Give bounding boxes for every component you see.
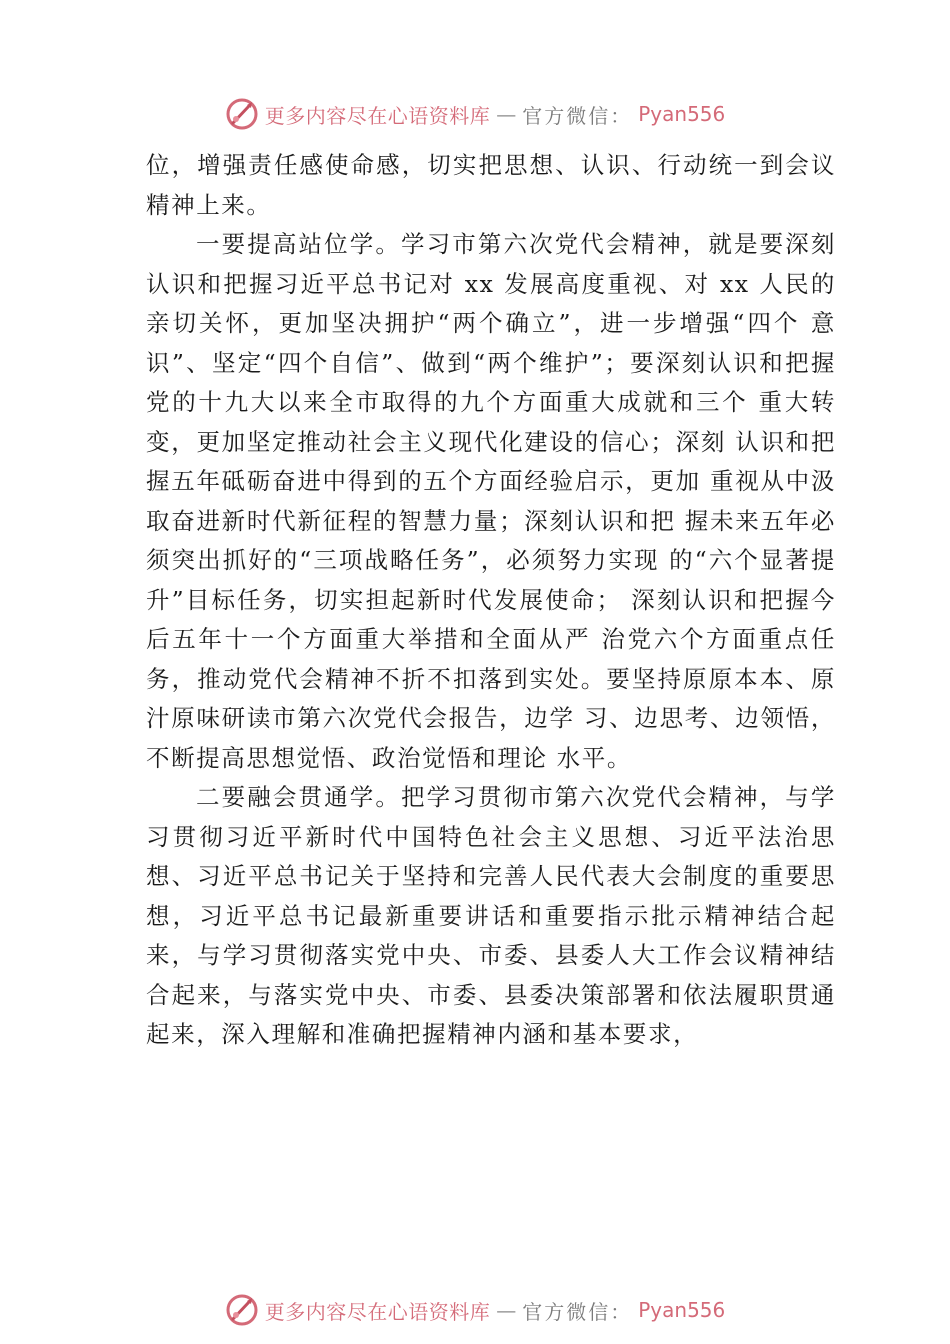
header-banner (0, 94, 950, 134)
paragraph-raise-standpoint: 一要提高站位学。学习市第六次党代会精神，就是要深刻认识和把握习近平总书记对 xx 发展高度重视、对 xx 人民的亲切关怀，更加坚决拥护“两个确立”，进一步增强“四个 意识”、坚定“四个自信”、做到“两个维护”；要深刻认识和把握党的十九大以来全市取得的九个方面重大成就和三个 重大转变，更加坚定推动社会主义现代化建设的信心；深刻 认识和把握五年砥砺奋进中得到的五个方面经验启示，更加 重视从中汲取奋进新时代新征程的智慧力量；深刻认识和把 握未来五年必须突出抓好的“三项战略任务”，必须努力实现 的“六个显著提升”目标任务，切实担起新时代发展使命； 深刻认识和把握今后五年十一个方面重大举措和全面从严 治党六个方面重点任务，推动党代会精神不折不扣落到实处。要坚持原原本本、原汁原味研读市第六次党代会报告，边学 习、边思考、边领悟，不断提高思想觉悟、政治觉悟和理论 水平。 (146, 230, 836, 772)
footer-banner (0, 1290, 950, 1330)
paragraph-continuation: 位，增强责任感使命感，切实把思想、认识、行动统一到会议精神上来。 (146, 151, 836, 219)
banner-official-label: 官方微信： (522, 103, 633, 128)
banner-official-label: 官方微信： (522, 1299, 633, 1324)
banner-title: 更多内容尽在心语资料库 (264, 1299, 491, 1324)
banner-title: 更多内容尽在心语资料库 (264, 103, 491, 128)
banner-separator: — (496, 102, 517, 126)
banner-wechat-id: Pyan556 (638, 1298, 726, 1322)
brush-circle-logo-icon (225, 97, 259, 131)
paragraph-integrate-learning: 二要融会贯通学。把学习贯彻市第六次党代会精神，与学习贯彻习近平新时代中国特色社会主义思想、习近平法治思想、习近平总书记关于坚持和完善人民代表大会制度的重要思想，习近平总书记最新重要讲话和重要指示批示精神结合起来，与学习贯彻落实党中央、市委、县委人大工作会议精神结合起来，与落实党中央、市委、县委决策部署和依法履职贯通起来，深入理解和准确把握精神内涵和基本要求， (146, 783, 836, 1048)
brush-circle-logo-icon (225, 1293, 259, 1327)
document-body (146, 146, 836, 1055)
banner-wechat-id: Pyan556 (638, 102, 726, 126)
banner-separator: — (496, 1298, 517, 1322)
